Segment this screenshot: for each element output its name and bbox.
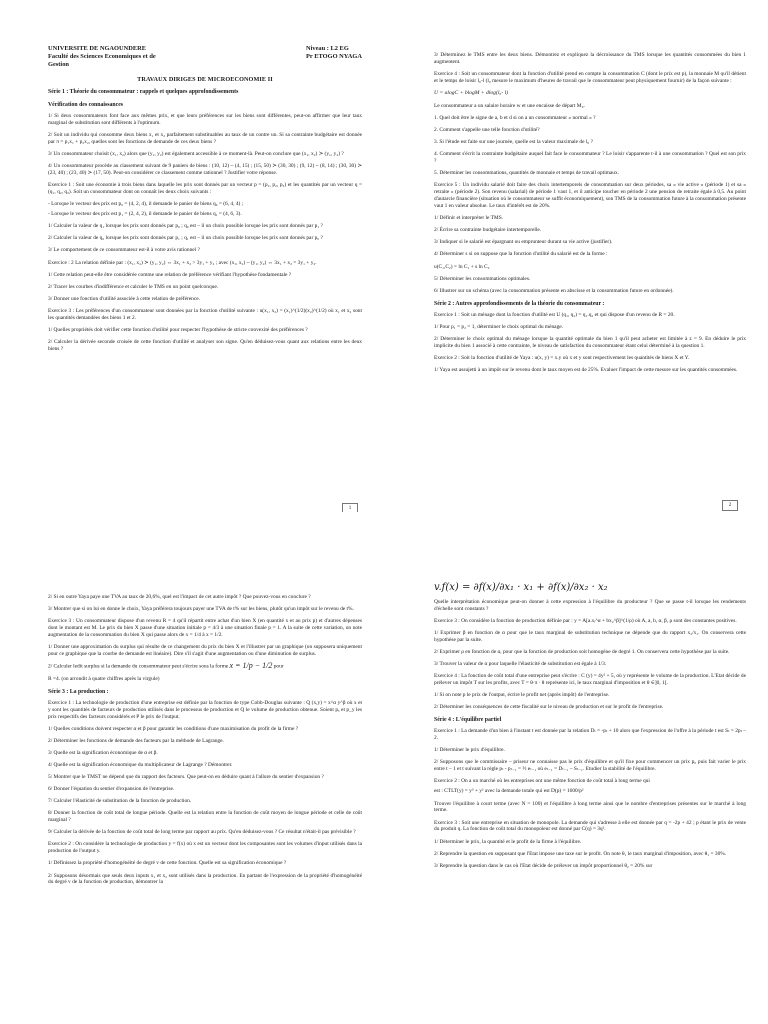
utility-formula: u(C₁,C₂) = ln C₁ + s ln C₂ xyxy=(434,263,490,270)
euler-formula: v.f(x) = ∂f(x)/∂x₁ · x₁ + ∂f(x)/∂x₂ · x₂ xyxy=(434,582,608,593)
paragraph: 2. Comment s'appelle une telle fonction d'utilité? xyxy=(434,127,540,134)
document-page-4 xyxy=(384,512,768,1024)
series-title: Série 1 : Théorie du consommateur : rappels et quelques approfondissements xyxy=(48,89,239,95)
paragraph: 8/ Donner la fonction de coût total de longue période. Quelle est la relation entre la fonction de coût moyen de longue période et celle de coût marginal ? xyxy=(48,810,362,824)
paragraph: 1/ Définissez la propriété d'homogénéité de degré v de cette fonction. Quelle est sa signification économique ? xyxy=(48,860,287,867)
paragraph: Exercice 3 : On considère la fonction de production définie par : y = A[a.xᵢ^α + bx₂^β]^(1/ρ) où A, a, b, α, β, ρ sont des constantes positives. xyxy=(434,618,737,624)
document-page-2 xyxy=(384,0,768,512)
paragraph: 2/ Écrire sa contrainte budgétaire intertemporelle. xyxy=(434,227,542,234)
paragraph: 1/ Si deux consommateurs font face aux mêmes prix, et que leurs préférences sur les biens sont différentes, peut-on affirmer que leur taux marginal de substitution sont différents à l'optimum. xyxy=(48,113,362,126)
document-page-1 xyxy=(0,0,384,512)
series-title: Série 3 : La production : xyxy=(48,688,109,695)
document-page-3 xyxy=(0,512,384,1024)
paragraph: - Lorsque le vecteur des prix est p₁ = (2, 4, 2), il demande le panier de biens q₁ = (4, 6, 3). xyxy=(48,211,242,218)
paragraph: 6/ Illustrer sur un schéma (avec la consommation présente en abscisse et la consommation future en ordonnée). xyxy=(434,287,674,294)
paragraph: 4/ Un consommateur procède au classement suivant de 9 paniers de biens : (10, 12) ~ (4, 15) ; (15, 50) ≻ (30, 30) ; (9, 12) ~ (8, 14) ; (30, 30) ≻ (23, 40) ; (23, 40) ≻ (17, 50). Peut-on considérer ce classement comme rationnel ? Justifier votre réponse. xyxy=(48,163,362,176)
paragraph: Exercice 1 : Soit un ménage dont la fonction d'utilité est U (q₁, q₂) = q₁.q₂ et qui dispose d'un revenu de R = 20. xyxy=(434,311,675,318)
page3-body xyxy=(48,594,362,886)
paragraph: Quelle interprétation économique peut-on donner à cette expression à l'équilibre du producteur ? Que se passe t-il lorsque les rendements d'échelle sont constants ? xyxy=(434,599,746,612)
paragraph: 1/ Quelles propriétés doit vérifier cette fonction d'utilité pour respecter l'hypothèse de stricte convexité des préférences ? xyxy=(48,326,308,333)
professor-name: Pr ETOGO NYAGA xyxy=(306,53,362,60)
paragraph: 3/ Reprendre la question dans le cas où l'Etat décide de prélever un impôt proportionnel θ₂ = 20% sur xyxy=(434,862,653,869)
paragraph: 1/ Pour p₁ = p₂ = 1, déterminer le choix optimal du ménage. xyxy=(434,323,564,330)
page-number: 1 xyxy=(342,503,358,512)
university-name: UNIVERSITE DE NGAOUNDERE xyxy=(48,45,147,52)
paragraph: 1/ Définir et interpréter le TMS. xyxy=(434,215,504,222)
paragraph: 1/ Donner une approximation du surplus qui résulte de ce changement du prix du bien X et l'illustrer par un graphique (on supposera uniquement pour ce graphique que la courbe de demande est linéaire). Dire s'il s'agit d'une augmentation ou d'une diminution de surplus. xyxy=(48,644,362,657)
paragraph: 2/ Déterminer les fonctions de demande des facteurs par la méthode de Lagrange. xyxy=(48,737,224,744)
paragraph: Exercice 2 : On a un marché où les entreprises ont une même fonction de coût total à long terme qui xyxy=(434,778,650,785)
utility-formula: U = alogC + blogM + dlog(l₀- l) xyxy=(434,90,509,96)
paragraph: 1/ Déterminer le prix, la quantité et le profit de la firme à l'équilibre. xyxy=(434,838,582,845)
paragraph: 1/ Calculer la valeur de q₁ lorsque les prix sont donnés par p₀ ; q₀ est – il un choix possible lorsque les prix sont donnés par p₁ ? xyxy=(48,223,323,230)
paragraph: 2/ Exprimer ρ en fonction de α, pour que la fonction de production soit homogène de degré 1. On conservera cette hypothèse par la suite. xyxy=(434,649,730,656)
paragraph: 9/ Calculer la dérivée de la fonction de coût total de long terme par rapport au prix. Qu'en déduisez-vous ? Ce résultat n'était-il pas prévisible ? xyxy=(48,829,356,836)
formula-suffix: pour xyxy=(273,663,284,670)
paragraph: Exercice 4 : Soit un consommateur dont la fonction d'utilité prend en compte la consommation C (dont le prix est p), la monnaie M qu'il détient et le temps de loisir l₀-l (l₀ mesure le maximum d'heures de travail que le consommateur peut physiquement fournir) de la façon suivante : xyxy=(434,71,746,84)
paragraph: 1. Quel doit être le signe de a, b et d si on a un consommateur « normal » ? xyxy=(434,115,596,121)
series-title: Série 4 : L'équilibre partiel xyxy=(434,717,502,724)
paragraph: 3/ Un consommateur choisit (x₁, x₂) alors que (y₁, y₂) est également accessible à ce moment-là. Peut-on conclure que (x₁, x₂) ≻ (y₁, y₂) ? xyxy=(48,151,344,157)
paragraph: 1/ Cette relation peut-elle être considérée comme une relation de préférence vérifiant l'hypothèse fondamentale ? xyxy=(48,271,292,278)
paragraph: 3/ Le comportement de ce consommateur est-il à votre avis rationnel ? xyxy=(48,247,200,254)
document-title: TRAVAUX DIRIGES DE MICROECONOMIE II xyxy=(137,76,273,83)
paragraph-text: 2/ Calculer ledit surplus si la demande du consommateur peut s'écrire sous la forme xyxy=(48,663,229,670)
series-title: Série 2 : Autres approfondissements de la théorie du consommateur : xyxy=(434,300,605,307)
paragraph: 5. Déterminer les consommations, quantités de monnaie et temps de travail optimaux. xyxy=(434,170,620,177)
paragraph: 5/ Montrer que le TMST ne dépend que du rapport des facteurs. Que peut-on en déduire quant à l'allure du sentier d'expansion ? xyxy=(48,774,324,781)
paragraph: 5/ Déterminer les consommations optimales. xyxy=(434,275,531,282)
paragraph: 3. Si l'étude est faite sur une journée, quelle est la valeur maximale de l₀ ? xyxy=(434,139,593,146)
page4-body xyxy=(434,599,746,870)
paragraph: 6/ Donner l'équation du sentier d'expansion de l'entreprise. xyxy=(48,786,175,793)
paragraph: Exercice : 2 La relation définie par : (x₁, x₂) ≻ (y₁, y₂) ⇔ 3x₁ + x₂ > 3y₁ + y₂ ; avec (x₁, x₂) ~ (y₁, y₂) ⇔ 3x₁ + x₂ = 3y₁ + y₂. xyxy=(48,259,317,266)
paragraph: 2/ Calculer la dérivée seconde croisée de cette fonction d'utilité et analyser son signe. Qu'en déduisez-vous quant aux relations entre les deux biens ? xyxy=(48,339,362,352)
paragraph: 3/ Montrer que si on lui en donne le choix, Yaya préférera toujours payer une TVA de t% sur les biens, plutôt qu'un impôt sur le revenu de t%. xyxy=(48,606,354,613)
paragraph: Exercice 4 : La fonction de coût total d'une entreprise peut s'écrire : C (y) = 4y² + 5, où y représente le volume de la production. L'Etat décide de prélever un impôt T sur les profits, avec T = θ·π · θ représente ici, le taux marginal d'imposition et θ ∈]0, 1[. xyxy=(434,673,746,687)
paragraph: 2/ Déterminer le choix optimal du ménage lorsque la quantité optimale du bien 1 qu'il peut acheter est limitée à z = 9. En déduire le prix implicite du bien 1 associé à cette contrainte, le niveau de satisfaction du consommateur étant celui déterminé à la question 1. xyxy=(434,335,746,349)
section-title: Vérification des connaissances xyxy=(48,102,124,108)
paragraph: Exercice 2 : On considère la technologie de production y = f(x) où x est un vecteur dont les composantes sont les volumes d'input utilisés dans la production de l'output y. xyxy=(48,841,362,855)
paragraph: 4/ Déterminer s si on suppose que la fonction d'utilité du salarié est de la forme : xyxy=(434,251,608,258)
paragraph: 2/ Déterminer les conséquences de cette fiscalité sur le niveau de production et sur le profit de l'entreprise. xyxy=(434,704,664,711)
paragraph: Exercice 1 : Soit une économie à trois biens dans laquelle les prix sont donnés par un vecteur p = (p₁, p₂, p₃) et les quantités par un vecteur q = (q₁, q₂, q₃). Soit un consommateur dont on connaît les deux choix suivants : xyxy=(48,182,362,195)
paragraph: Exercice 5 : Un individu salarié doit faire des choix intertemporels de consommation sur deux périodes, sa « vie active » (période 1) et sa « retraite » (période 2). Son revenu (salarial) de période 1 vaut 1, et il anticipe toucher en période 2 une pension de retraite égale à 0,5. Au point d'autarcie financière (situation où le consommateur se suffit économiquement), son TMS de la consommation future à la consommation présente vaut 1 en valeur absolue. Le taux d'intérêt est de 20%. xyxy=(434,182,746,210)
page-number: 2 xyxy=(722,500,738,511)
faculty-name-cont: Gestion xyxy=(48,61,69,68)
faculty-name: Faculté des Sciences Economiques et de xyxy=(48,53,156,60)
paragraph: est : CTLT(y) = y³ + y² avec la demande totale qui est D(p) = 1600/p² xyxy=(434,788,584,795)
paragraph: 3/ Déterminez le TMS entre les deux biens. Démontrez et expliquez la décroissance du TMS lorsque les quantités consommées du bien 1 augmentent. xyxy=(434,52,746,65)
paragraph: Trouver l'équilibre à court terme (avec N = 100) et l'équilibre à long terme ainsi que le nombre d'entreprises présentes sur le marché à long terme. xyxy=(434,800,746,814)
page1-body xyxy=(48,113,362,353)
paragraph: Exercice 1 : La demande d'un bien à l'instant t est donnée par la relation Dₜ = -pₜ + 10 alors que l'expression de l'offre à la période t est Sₜ = 2pₜ – 2. xyxy=(434,728,746,742)
paragraph: 3/ Donner une fonction d'utilité associée à cette relation de préférence. xyxy=(48,295,200,302)
paragraph: 7/ Calculer l'élasticité de substitution de la fonction de production. xyxy=(48,798,192,805)
paragraph: 2/ Soit un individu qui consomme deux biens x₁ et x₂ parfaitement substituables au taux de un contre un. Si sa contrainte budgétaire est donnée par π = p₁x₁ + p₂x₂, quelles sont les fonctions de demande de ces deux biens ? xyxy=(48,132,362,145)
demand-formula: x = 1/p − 1/2 xyxy=(229,661,273,671)
paragraph: - Lorsque le vecteur des prix est p₀ = (4, 2, 4), il demande le panier de biens q₀ = (6, 4, 4) ; xyxy=(48,201,244,208)
paragraph: 1/ Si on note p le prix de l'output, écrire le profit net (après impôt) de l'entreprise. xyxy=(434,692,610,699)
paragraph: 2/ Tracer les courbes d'indifférence et calculer le TMS en un point quelconque. xyxy=(48,283,219,290)
paragraph: 2/ Si en outre Yaya paye une TVA au taux de 20,6%, quel est l'impact de cet autre impôt ? Que pouvez-vous en conclure ? xyxy=(48,594,311,600)
paragraph: 3/ Quelle est la signification économique de α et β. xyxy=(48,749,158,756)
document-header xyxy=(48,45,362,69)
paragraph: 2/ Reprendre la question en supposant que l'Etat impose une taxe sur le profit. On note θ₁ le taux marginal d'imposition, avec θ₁ = 30%. xyxy=(434,850,727,857)
paragraph: 2/ Calculer la valeur de q₀ lorsque les prix sont donnés par p₁ ; q₁ est – il un choix possible lorsque les prix sont donnés par p₀ ? xyxy=(48,235,323,242)
paragraph: Exercice 3 : Soit une entreprise en situation de monopole. La demande qui s'adresse à elle est donnée par q = -2p + 42 ; p étant le prix de vente du produit q. La fonction de coût total du monopoleur est donné par C(q) = 3q². xyxy=(434,819,746,833)
paragraph: 1/ Déterminer le prix d'équilibre. xyxy=(434,747,505,754)
paragraph: 1/ Yaya est assujetti à un impôt sur le revenu dont le taux moyen est de 25%. Evaluer l'impact de cette mesure sur les quantités consommées. xyxy=(434,366,738,373)
paragraph: Exercice 1 : La technologie de production d'une entreprise est définie par la fonction de type Cobb-Douglas suivante : Q (x,y) = x^α y^β où x et y sont les quantités de facteurs de production utilisés dans le processus de production et Q le volume de production obtenue. Soient pₓ et p_y les prix respectifs des facteurs considérés et P le prix de l'output. xyxy=(48,699,362,720)
paragraph: 4/ Quelle est la signification économique du multiplicateur de Lagrange ? Démontrer. xyxy=(48,761,233,768)
paragraph: 2/ Supposons désormais que seuls deux inputs x₁ et x₂ sont utilisés dans la production. En partant de l'expression de la propriété d'homogénéité du degré v de la fonction de production, démontrer la xyxy=(48,872,362,886)
paragraph: 2/ Supposons que le commissaire – priseur ne connaisse pas le prix d'équilibre et qu'il fixe pour commencer un prix p₀ puis fait varier le prix entre t – 1 et t suivant la règle pₜ - pₜ₋₁ = ½ eₜ₋₁ où eₜ₋₁ = Dₜ₋₁ – Sₜ₋₁. Etudier la stabilité de l'équilibre. xyxy=(434,759,746,773)
paragraph: 1/ Exprimer β en fonction de α pour que le taux marginal de substitution technique ne dépende que du rapport x₂/x₁. On conservera cette hypothèse par la suite. xyxy=(434,630,746,643)
page2-body xyxy=(434,52,746,374)
paragraph: Exercice 2 : Soit la fonction d'utilité de Yaya : u(x, y) = x.y où x et y sont respectivement les quantités de biens X et Y. xyxy=(434,354,690,361)
paragraph: 4. Comment s'écrit la contrainte budgétaire auquel fait face le consommateur ? Le loisir s'apparente t-il à une consommation ? Quel est son prix ? xyxy=(434,151,746,165)
paragraph: R =4. (on arrondit à quatre chiffres après la virgule) xyxy=(48,675,160,682)
paragraph: 3/ Indiquer si le salarié est épargnant ou emprunteur durant sa vie active (justifier). xyxy=(434,239,613,246)
paragraph: Exercice 3 : Les préférences d'un consommateur sont données par la fonction d'utilité suivante : u(x₁, x₂) = (x₁)^(1/2)(x₂)^(1/2) où x₁ et x₂ sont les quantités demandées des biens 1 et 2. xyxy=(48,307,362,321)
paragraph: 1/ Quelles conditions doivent respecter α et β pour garantir les conditions d'une maximisation du profit de la firme ? xyxy=(48,725,299,732)
level-label: Niveau : L2 EG xyxy=(306,45,349,52)
paragraph: 3/ Trouver la valeur de α pour laquelle l'élasticité de substitution est égale à 1/3. xyxy=(434,661,607,668)
paragraph: Exercice 3 : Un consommateur dispose d'un revenu R = 4 qu'il répartit entre achat d'un bien X (en quantité x et au prix p) et d'autres dépenses dont le montant est M. Le prix du bien X passe d'une situation initiale p = 4/3 à une situation finale p = 1. A la suite de cette variation, on note augmentation de la consommation du bien X qui passe alors de x = 1/4 à x = 1/2. xyxy=(48,618,362,638)
paragraph: Le consommateur a un salaire horaire w et une encaisse de départ M₀. xyxy=(434,102,585,109)
paragraph-with-formula xyxy=(48,663,362,671)
